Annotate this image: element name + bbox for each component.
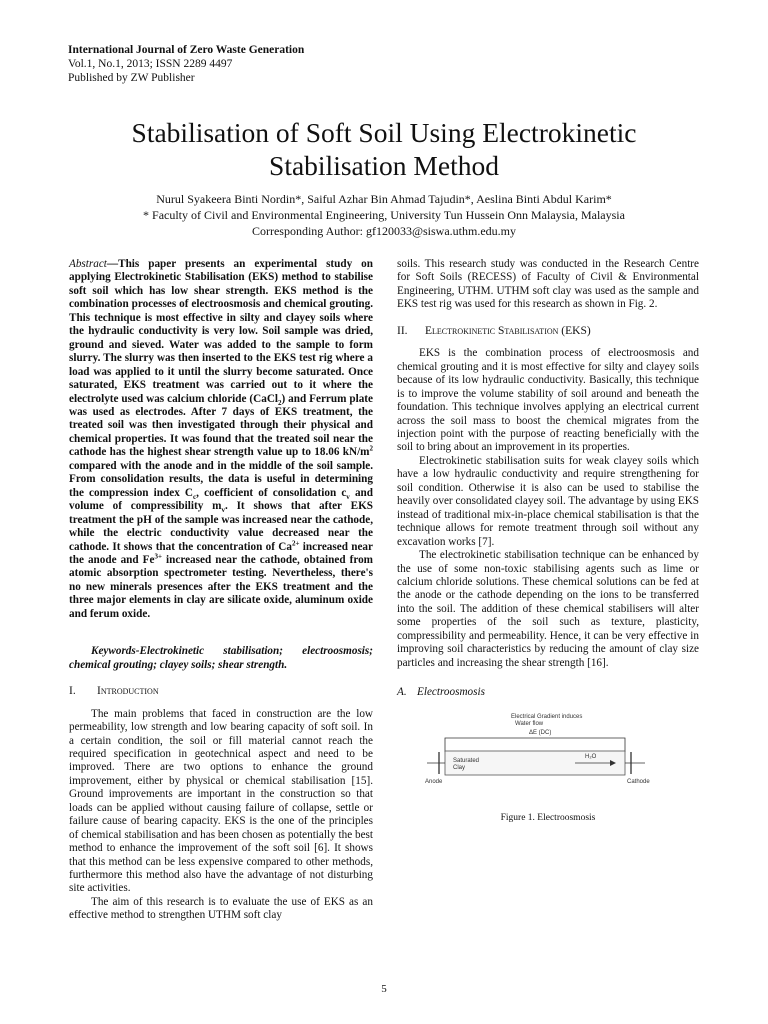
keywords: Keywords-Electrokinetic stabilisation; electroosmosis; chemical grouting; clayey soils; shear strength. [69,645,373,671]
title-line-1: Stabilisation of Soft Soil Using Electrokinetic [131,117,637,148]
abstract-sub: 2 [278,398,282,407]
paragraph: The aim of this research is to evaluate the use of EKS as an effective method to strengthen UTHM soft clay [69,895,373,922]
abstract-sup: 2 [369,444,373,453]
abstract-text: and volume of compressibility m [69,486,373,513]
fig-label-cathode: Cathode [627,778,650,785]
electroosmosis-diagram [425,710,671,806]
right-column [397,258,699,826]
paragraph: The main problems that faced in construction are the low permeability, low strength and low bearing capacity of soft soil. In a certain condition, the soil or fill material cannot reach the required specification in geotechnical aspect and need to be improved. There are two options to enhance the ground improvement, either by physical or chemical stabilisation [15]. Ground improvements are important in the construction so that loads can be applied without causing failure of collapse, settle or failure cause of bearing capacity. EKS is the one of the principles of chemical stabilisation and has been chosen as potentially the best method to enhance the improvement of the soft soil [6]. It shows that this method can be less expensive compared to other methods, furthermore this method also have the advantage of not disturbing site activities. [69,707,373,895]
section-title: Introduction [97,685,159,698]
section-number: I. [69,685,76,698]
journal-name: International Journal of Zero Waste Generation [68,44,305,56]
section-heading-introduction [69,685,373,698]
abstract-text: compared with the anode and in the middle of the soil sample. From consolidation results, the data is useful in determining the compression index C [69,459,373,499]
abstract-sub: v [346,492,350,501]
left-column [69,258,373,923]
abstract-sub: v [221,506,225,515]
fig-label-top-2: Water flow [515,720,544,727]
abstract-text: This paper presents an experimental study on applying Electrokinetic Stabilisation (EKS) method to stabilise soft soil which has low shear strength. EKS method is the combination processes of electroosmosis and chemical grouting. This technique is most effective in silty and clayey soils where the hydraulic conductivity is very low. Soil sample was dried, ground and sieved. Water was added to the sample to form slurry. The slurry was then inserted to the EKS test rig where a load was applied to it until the slurry become saturated. Once saturated, EKS treatment was carried out to it where the electrolyte used was calcium chloride (CaCl [69,258,373,405]
figure-electroosmosis [397,710,699,826]
paper-title [60,116,708,182]
fig-label-clay-1: Saturated [453,757,480,764]
subsection-heading-electroosmosis [397,686,699,699]
abstract-text: ) and Ferrum plate was used as electrodes. After 7 days of EKS treatment, the treated soil was then investigated through their physical and chemical properties. It was found that the treated soil near the cathode has the highest shear strength value up to 18.06 kN/m [69,392,373,459]
fig-label-clay-2: Clay [453,764,466,771]
corresponding-author: Corresponding Author: gf120033@siswa.uthm.edu.my [251,224,517,238]
abstract-label: Abstract [69,258,107,270]
abstract-sub: c [193,492,197,501]
fig-label-delta: ΔE (DC) [529,729,552,736]
fig-label-h2o: H₂O [585,753,597,760]
author-affiliation: * Faculty of Civil and Environmental Engineering, University Tun Hussein Onn Malaysia, Malaysia [143,208,625,222]
abstract-text: , coefficient of consolidation c [196,486,347,499]
abstract-text: . It shows that after EKS treatment the pH of the sample was increased near the cathode, while the electric conductivity value decreased near the cathode. It shows that the concentration of Ca [69,500,374,553]
section-title: Electrokinetic Stabilisation [425,324,559,337]
journal-volume: Vol.1, No.1, 2013; ISSN 2289 4497 [68,58,233,70]
paragraph: EKS is the combination process of electroosmosis and chemical grouting and it is most effective for silty and clayey soils because of its low hydraulic conductivity. Basically, this technique is to improve the volume stability of soil around and beneath the foundation. This technique involves applying an electrical current across the soil mass to boost the chemical migrates from the injection point with the purpose of reacting beneficially with the soil to bring about an improvement in its properties. [397,347,699,454]
title-line-2: Stabilisation Method [269,150,499,181]
journal-header [68,43,304,85]
subsection-title: Electroosmosis [417,686,485,699]
author-block [60,191,708,239]
abstract-text: increased near the cathode, obtained from atomic absorption spectrometer testing. Nevertheless, there's no new minerals presences after the EKS treatment and the three major elements in clay are silicate oxide, aluminum oxide and ferum oxide. [69,553,373,620]
abstract-text: increased near the anode and Fe [69,540,373,566]
paragraph: Electrokinetic stabilisation suits for weak clayey soils which have a low hydraulic conductivity and require strengthening for soil condition. Otherwise it is also can be used to stabilise the heavily over consolidated clayey soil. The advantage by using EKS instead of traditional mix-in-place chemical stabilisation is that the technique allows for remote treatment through soil without any excavation works [7]. [397,454,699,548]
section-title-abbr: (EKS) [558,324,591,337]
journal-publisher: Published by ZW Publisher [68,72,195,84]
abstract-sup: 3+ [154,552,162,561]
page-number: 5 [381,983,387,995]
fig-label-top-1: Electrical Gradient induces [511,713,583,720]
circuit-wire [445,738,625,752]
author-names: Nurul Syakeera Binti Nordin*, Saiful Azhar Bin Ahmad Tajudin*, Aeslina Binti Abdul Karim* [156,192,612,206]
abstract [69,258,373,621]
section-number: II. [397,324,408,337]
paragraph: The electrokinetic stabilisation technique can be enhanced by the use of some non-toxic stabilising agents such as lime or calcium chloride solutions. These chemical solutions can be fed at the anode or the cathode depending on the ions to be transferred into the soil. The addition of these chemical stabilisers will alter some properties of the soil such as texture, plasticity, compressibility and permeability. Hence, it can be very effective in improving soil characteristics by reducing the amount of clay size particles and increasing the shear strength [16]. [397,549,699,669]
fig-label-anode: Anode [425,778,443,785]
section-heading-eks [397,325,699,338]
abstract-dash: — [106,258,119,270]
abstract-sup: 2+ [291,538,300,547]
subsection-number: A. [397,686,407,699]
figure-caption: Figure 1. Electroosmosis [500,812,596,823]
paragraph: soils. This research study was conducted in the Research Centre for Soft Soils (RECESS) of Faculty of Civil & Environmental Engineering, UTHM. UTHM soft clay was used as the sample and EKS test rig was used for this research as shown in Fig. 2. [397,258,699,311]
